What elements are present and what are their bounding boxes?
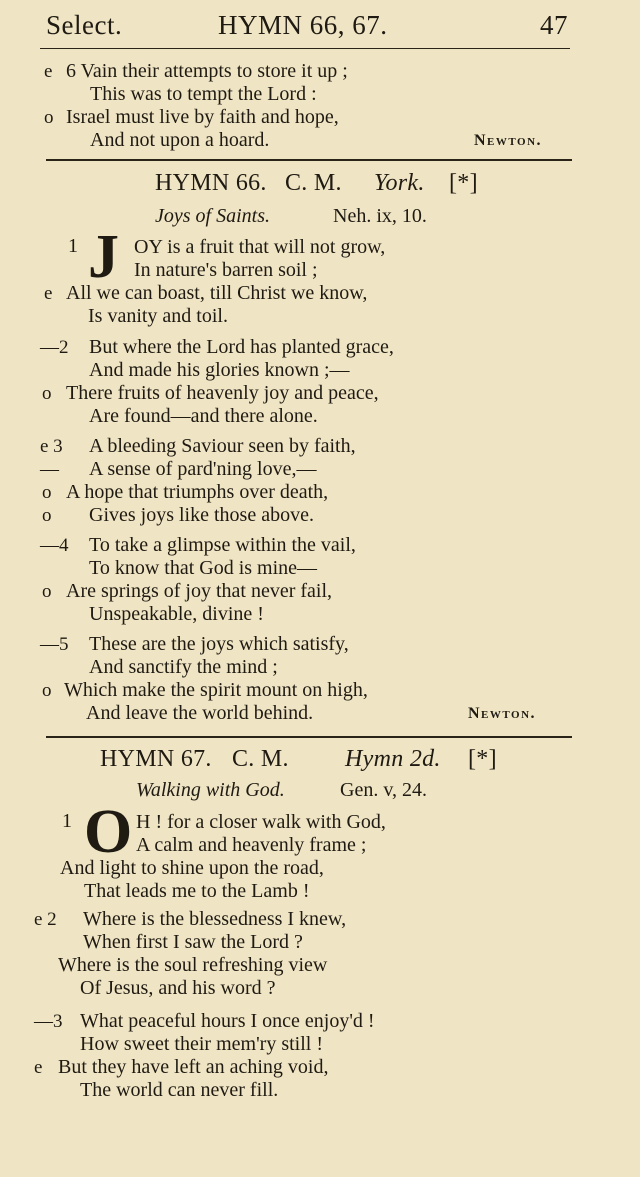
hymn66-line-4: Is vanity and toil. xyxy=(88,305,228,327)
hymn67-bracket: [*] xyxy=(468,746,497,772)
hymn66-line-6: And made his glories known ;— xyxy=(89,359,350,381)
hymn66-tune: York. xyxy=(374,170,425,196)
hymn67-line-10: How sweet their mem'ry still ! xyxy=(80,1033,323,1055)
hymn66-mark-15: o xyxy=(42,581,52,602)
divider-rule-2 xyxy=(46,736,572,738)
prev-author: Newton. xyxy=(474,132,543,149)
prev-line-4: And not upon a hoard. xyxy=(90,129,270,151)
hymn66-line-1: OY is a fruit that will not grow, xyxy=(134,236,386,258)
hymn66-line-15: Are springs of joy that never fail, xyxy=(66,580,333,602)
hymn66-line-16: Unspeakable, divine ! xyxy=(89,603,264,625)
hymn67-line-4: That leads me to the Lamb ! xyxy=(84,880,310,902)
hymn67-line-11: But they have left an aching void, xyxy=(58,1056,329,1078)
hymn66-line-5: But where the Lord has planted grace, xyxy=(89,336,394,358)
hymn66-line-9: A bleeding Saviour seen by faith, xyxy=(89,435,356,457)
hymn67-tune: Hymn 2d. xyxy=(345,746,441,772)
hymn67-dropcap: O xyxy=(84,798,133,866)
hymn67-number: HYMN 67. xyxy=(100,746,212,772)
hymn66-line-17: These are the joys which satisfy, xyxy=(89,633,349,655)
prev-mark-3: o xyxy=(44,107,54,128)
hymn67-line-2: A calm and heavenly frame ; xyxy=(136,834,367,856)
hymn67-meter: C. M. xyxy=(232,746,289,772)
hymn66-line-19: Which make the spirit mount on high, xyxy=(64,679,368,701)
running-head-section: Select. xyxy=(46,10,123,40)
hymn66-line-3: All we can boast, till Christ we know, xyxy=(66,282,368,304)
hymn66-number: HYMN 66. xyxy=(155,170,267,196)
hymn66-mark-9: e 3 xyxy=(40,436,63,457)
hymn66-dropcap: J xyxy=(88,223,119,291)
hymn66-meter: C. M. xyxy=(285,170,342,196)
hymn67-line-5: Where is the blessedness I knew, xyxy=(83,908,347,930)
hymn66-author: Newton. xyxy=(468,705,537,722)
prev-line-3: Israel must live by faith and hope, xyxy=(66,106,339,128)
hymn66-line-18: And sanctify the mind ; xyxy=(89,656,278,678)
hymn66-mark-12: o xyxy=(42,505,52,526)
hymn66-line-20: And leave the world behind. xyxy=(86,702,314,724)
hymn66-line-12: Gives joys like those above. xyxy=(89,504,314,526)
hymn67-mark-9: —3 xyxy=(34,1011,63,1032)
hymn67-line-9: What peaceful hours I once enjoy'd ! xyxy=(80,1010,375,1032)
page-number: 47 xyxy=(540,10,568,40)
hymn67-line-1: H ! for a closer walk with God, xyxy=(136,811,386,833)
hymn67-line-3: And light to shine upon the road, xyxy=(60,857,324,879)
prev-line-1: 6 Vain their attempts to store it up ; xyxy=(66,60,348,82)
hymn66-line-8: Are found—and there alone. xyxy=(89,405,318,427)
hymn67-mark-11: e xyxy=(34,1057,43,1078)
hymn67-line-12: The world can never fill. xyxy=(80,1079,279,1101)
hymn66-line-11: A hope that triumphs over death, xyxy=(66,481,329,503)
hymn66-mark-17: —5 xyxy=(40,634,69,655)
hymn67-mark-5: e 2 xyxy=(34,909,57,930)
hymn66-mark-7: o xyxy=(42,383,52,404)
hymn66-verse1-number: 1 xyxy=(68,235,78,257)
hymn66-line-2: In nature's barren soil ; xyxy=(134,259,318,281)
hymn66-line-13: To take a glimpse within the vail, xyxy=(89,534,356,556)
hymn67-line-8: Of Jesus, and his word ? xyxy=(80,977,276,999)
hymn67-verse1-number: 1 xyxy=(62,810,72,832)
hymn66-line-7: There fruits of heavenly joy and peace, xyxy=(66,382,379,404)
hymn67-line-6: When first I saw the Lord ? xyxy=(83,931,303,953)
hymn66-line-14: To know that God is mine— xyxy=(89,557,318,579)
header-rule xyxy=(40,48,570,49)
running-head-title: HYMN 66, 67. xyxy=(218,10,388,40)
hymn66-mark-19: o xyxy=(42,680,52,701)
hymn66-mark-3: e xyxy=(44,283,53,304)
divider-rule-1 xyxy=(46,159,572,161)
hymn66-reference: Neh. ix, 10. xyxy=(333,205,427,227)
prev-line-2: This was to tempt the Lord : xyxy=(90,83,317,105)
prev-mark-1: e xyxy=(44,61,53,82)
hymn66-bracket: [*] xyxy=(449,170,478,196)
hymn66-mark-10: — xyxy=(40,459,59,480)
hymn67-line-7: Where is the soul refreshing view xyxy=(58,954,328,976)
hymn66-subject: Joys of Saints. xyxy=(155,205,270,227)
hymn67-subject: Walking with God. xyxy=(136,779,285,801)
hymn66-line-10: A sense of pard'ning love,— xyxy=(89,458,317,480)
hymn66-mark-13: —4 xyxy=(40,535,69,556)
hymn67-reference: Gen. v, 24. xyxy=(340,779,428,801)
hymn66-mark-11: o xyxy=(42,482,52,503)
hymn66-mark-5: —2 xyxy=(40,337,69,358)
